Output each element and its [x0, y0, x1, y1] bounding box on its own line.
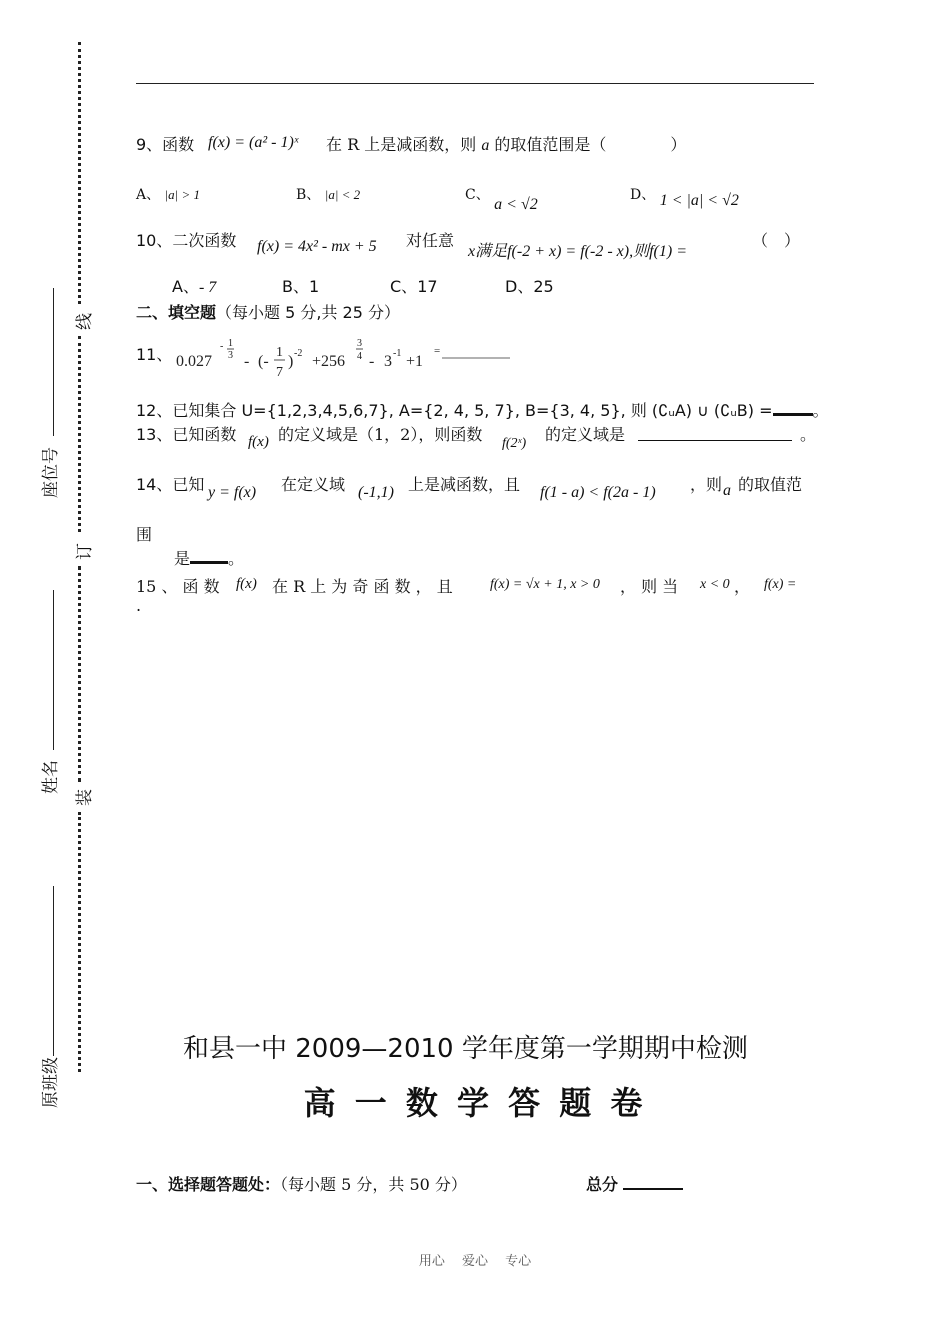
svg-text:3: 3	[384, 353, 392, 370]
q14-condition: f(1 - a) < f(2a - 1)	[540, 484, 656, 501]
q12-end: 。	[812, 401, 829, 420]
q9-text-b: 的取值范围是（ ）	[494, 135, 687, 154]
q15-text3: ，	[734, 577, 751, 596]
q13-f2: f(2ˣ)	[502, 436, 527, 451]
svg-text:+1: +1	[406, 353, 424, 370]
q13-text: 的定义域是（1，2），则函数	[278, 425, 483, 444]
q9-option-b-expr: |a| < 2	[324, 187, 361, 202]
header-rule	[136, 83, 814, 84]
total-score	[586, 1172, 683, 1195]
svg-text:0.027: 0.027	[176, 353, 212, 370]
q13-number: 13、已知函数	[136, 425, 237, 444]
q9-text	[326, 132, 686, 155]
q14-number: 14、已知	[136, 475, 205, 494]
binding-label-ding: 订	[75, 543, 95, 560]
q9-option-c-expr: a < √2	[494, 196, 538, 213]
svg-text:=: =	[434, 345, 441, 357]
q13-f1: f(x)	[248, 434, 269, 450]
q12-set-a: A={2, 4, 5, 7}	[398, 401, 515, 420]
q12-then: 则	[630, 401, 647, 420]
q9-option-a	[136, 184, 200, 204]
q9-option-b-label: B、	[296, 187, 321, 203]
binding-dotted-line-mid	[78, 336, 81, 532]
svg-text:(-: (-	[258, 353, 269, 370]
svg-text:-2: -2	[294, 348, 303, 359]
q13-end: 。	[800, 425, 817, 444]
q10-option-d-value: 25	[533, 277, 554, 296]
binding-label-zhuang: 装	[75, 789, 95, 806]
section1-note: （每小题 5 分，共 50 分）	[280, 1175, 467, 1194]
binding-dotted-line-top	[78, 42, 81, 304]
svg-text:1: 1	[276, 345, 283, 360]
q10-option-c	[390, 274, 438, 297]
svg-text:1: 1	[228, 338, 233, 349]
q14-text5: 围	[136, 525, 153, 544]
q14-end: 。	[228, 549, 245, 568]
q10-option-a-value: - 7	[198, 279, 217, 296]
q9-stem	[136, 132, 194, 155]
q9-option-d-label: D、	[630, 187, 656, 203]
q10-option-d	[505, 274, 554, 297]
svg-text:-: -	[244, 353, 250, 370]
q10-option-d-label: D、	[505, 277, 534, 296]
q14-answer-blank[interactable]	[190, 547, 228, 564]
q15-dot: .	[136, 596, 142, 615]
q11-formula	[172, 336, 517, 388]
q15-cond: x < 0	[700, 577, 730, 592]
q14-answer-line	[174, 546, 244, 569]
q15-f: f(x)	[236, 576, 257, 592]
q10-condition: x满足f(-2 + x) = f(-2 - x),则f(1) =	[468, 243, 687, 260]
q10-expr: f(x) = 4x² - mx + 5	[257, 238, 377, 255]
total-score-blank[interactable]	[623, 1172, 683, 1190]
section2-note: （每小题 5 分,共 25 分）	[216, 303, 400, 322]
q9-number: 9、函数	[136, 135, 195, 154]
answer-sheet-main-title: 高 一 数 学 答 题 卷	[303, 1084, 647, 1122]
q10-option-c-value: 17	[417, 277, 438, 296]
q10-option-a	[172, 274, 216, 297]
svg-text:4: 4	[357, 351, 362, 362]
q10-option-c-label: C、	[390, 277, 418, 296]
q9-option-a-label: A、	[136, 187, 161, 203]
binding-dotted-line-bottom	[78, 812, 81, 1072]
q15-text2: ， 则 当	[620, 577, 679, 596]
seat-number-field[interactable]	[53, 288, 54, 436]
q9-option-c-label: C、	[465, 187, 490, 203]
q14-text6: 是	[174, 549, 191, 568]
q12-expr: (∁ᵤA) ∪ (∁ᵤB) =	[651, 401, 773, 420]
class-label: 原班级	[41, 1057, 61, 1108]
q15-number: 15 、 函 数	[136, 577, 220, 596]
page-footer: 用心 爱心 专心	[418, 1254, 532, 1269]
name-field[interactable]	[53, 590, 54, 750]
q10-stem: 10、二次函数	[136, 231, 237, 250]
q13-answer-blank[interactable]	[638, 424, 792, 441]
section1-title: 一、选择题答题处：	[136, 1175, 281, 1194]
q14-text2: 上是减函数，且	[408, 475, 521, 494]
q10-option-b-label: B、	[282, 277, 309, 296]
class-field[interactable]	[53, 886, 54, 1056]
q14-text: 在定义域	[281, 475, 346, 494]
q15-fx: f(x) =	[764, 577, 797, 592]
svg-text:3: 3	[228, 350, 233, 361]
q12-answer-blank[interactable]	[773, 399, 813, 416]
q9-option-d	[630, 184, 739, 209]
seat-number-label: 座位号	[41, 447, 61, 498]
q10-paren: （ ）	[752, 231, 801, 250]
q12-set-b: B={3, 4, 5}	[525, 401, 621, 420]
q9-option-a-expr: |a| > 1	[164, 187, 200, 202]
q11-number: 11、	[136, 345, 173, 364]
q14-var: a	[723, 482, 731, 499]
svg-text:+256: +256	[312, 353, 346, 370]
svg-text:7: 7	[276, 365, 283, 380]
q14-text3: ，则	[690, 475, 723, 494]
q9-expr: f(x) = (a² - 1)ˣ	[208, 134, 299, 151]
q10-text: 对任意	[406, 231, 455, 250]
binding-label-line: 线	[75, 313, 95, 330]
q12-number: 12、已知集合	[136, 401, 237, 420]
q9-option-d-expr: 1 < |a| < √2	[659, 192, 739, 209]
q10-option-a-label: A、	[172, 277, 199, 296]
q13-text2: 的定义域是	[545, 425, 626, 444]
section1-heading	[136, 1172, 467, 1195]
q15-text: 在 R 上 为 奇 函 数 ， 且	[272, 577, 453, 596]
q15-expr: f(x) = √x + 1, x > 0	[490, 577, 600, 592]
total-score-label: 总分	[586, 1175, 619, 1194]
svg-text:-1: -1	[393, 348, 402, 359]
svg-text:-: -	[220, 341, 224, 352]
q14-expr: y = f(x)	[208, 484, 257, 501]
svg-text:): )	[288, 353, 294, 370]
svg-text:3: 3	[357, 338, 362, 349]
section2-title: 二、填空题	[136, 303, 217, 322]
q12-line: 12、已知集合 U={1,2,3,4,5,6,7}, A={2, 4, 5, 7}, B={3, 4, 5}, 则 (∁ᵤA) ∪ (∁ᵤB) = 。	[136, 401, 829, 420]
q9-option-b	[296, 184, 360, 204]
q14-domain: (-1,1)	[358, 484, 394, 501]
answer-sheet-school-title: 和县一中 2009—2010 学年度第一学期期中检测	[183, 1034, 748, 1064]
section2-heading	[136, 300, 400, 323]
q10-option-b-value: 1	[308, 277, 320, 296]
q12-universal-set: U={1,2,3,4,5,6,7}	[241, 401, 389, 420]
binding-dotted-line-mid2	[78, 566, 81, 782]
q9-option-c	[465, 184, 538, 213]
q9-var: a	[481, 137, 490, 154]
q9-text-a: 在 R 上是减函数，则	[326, 135, 477, 154]
svg-text:-: -	[369, 353, 375, 370]
q14-text4: 的取值范	[738, 475, 803, 494]
name-label: 姓名	[41, 760, 61, 794]
q10-option-b	[282, 274, 319, 297]
